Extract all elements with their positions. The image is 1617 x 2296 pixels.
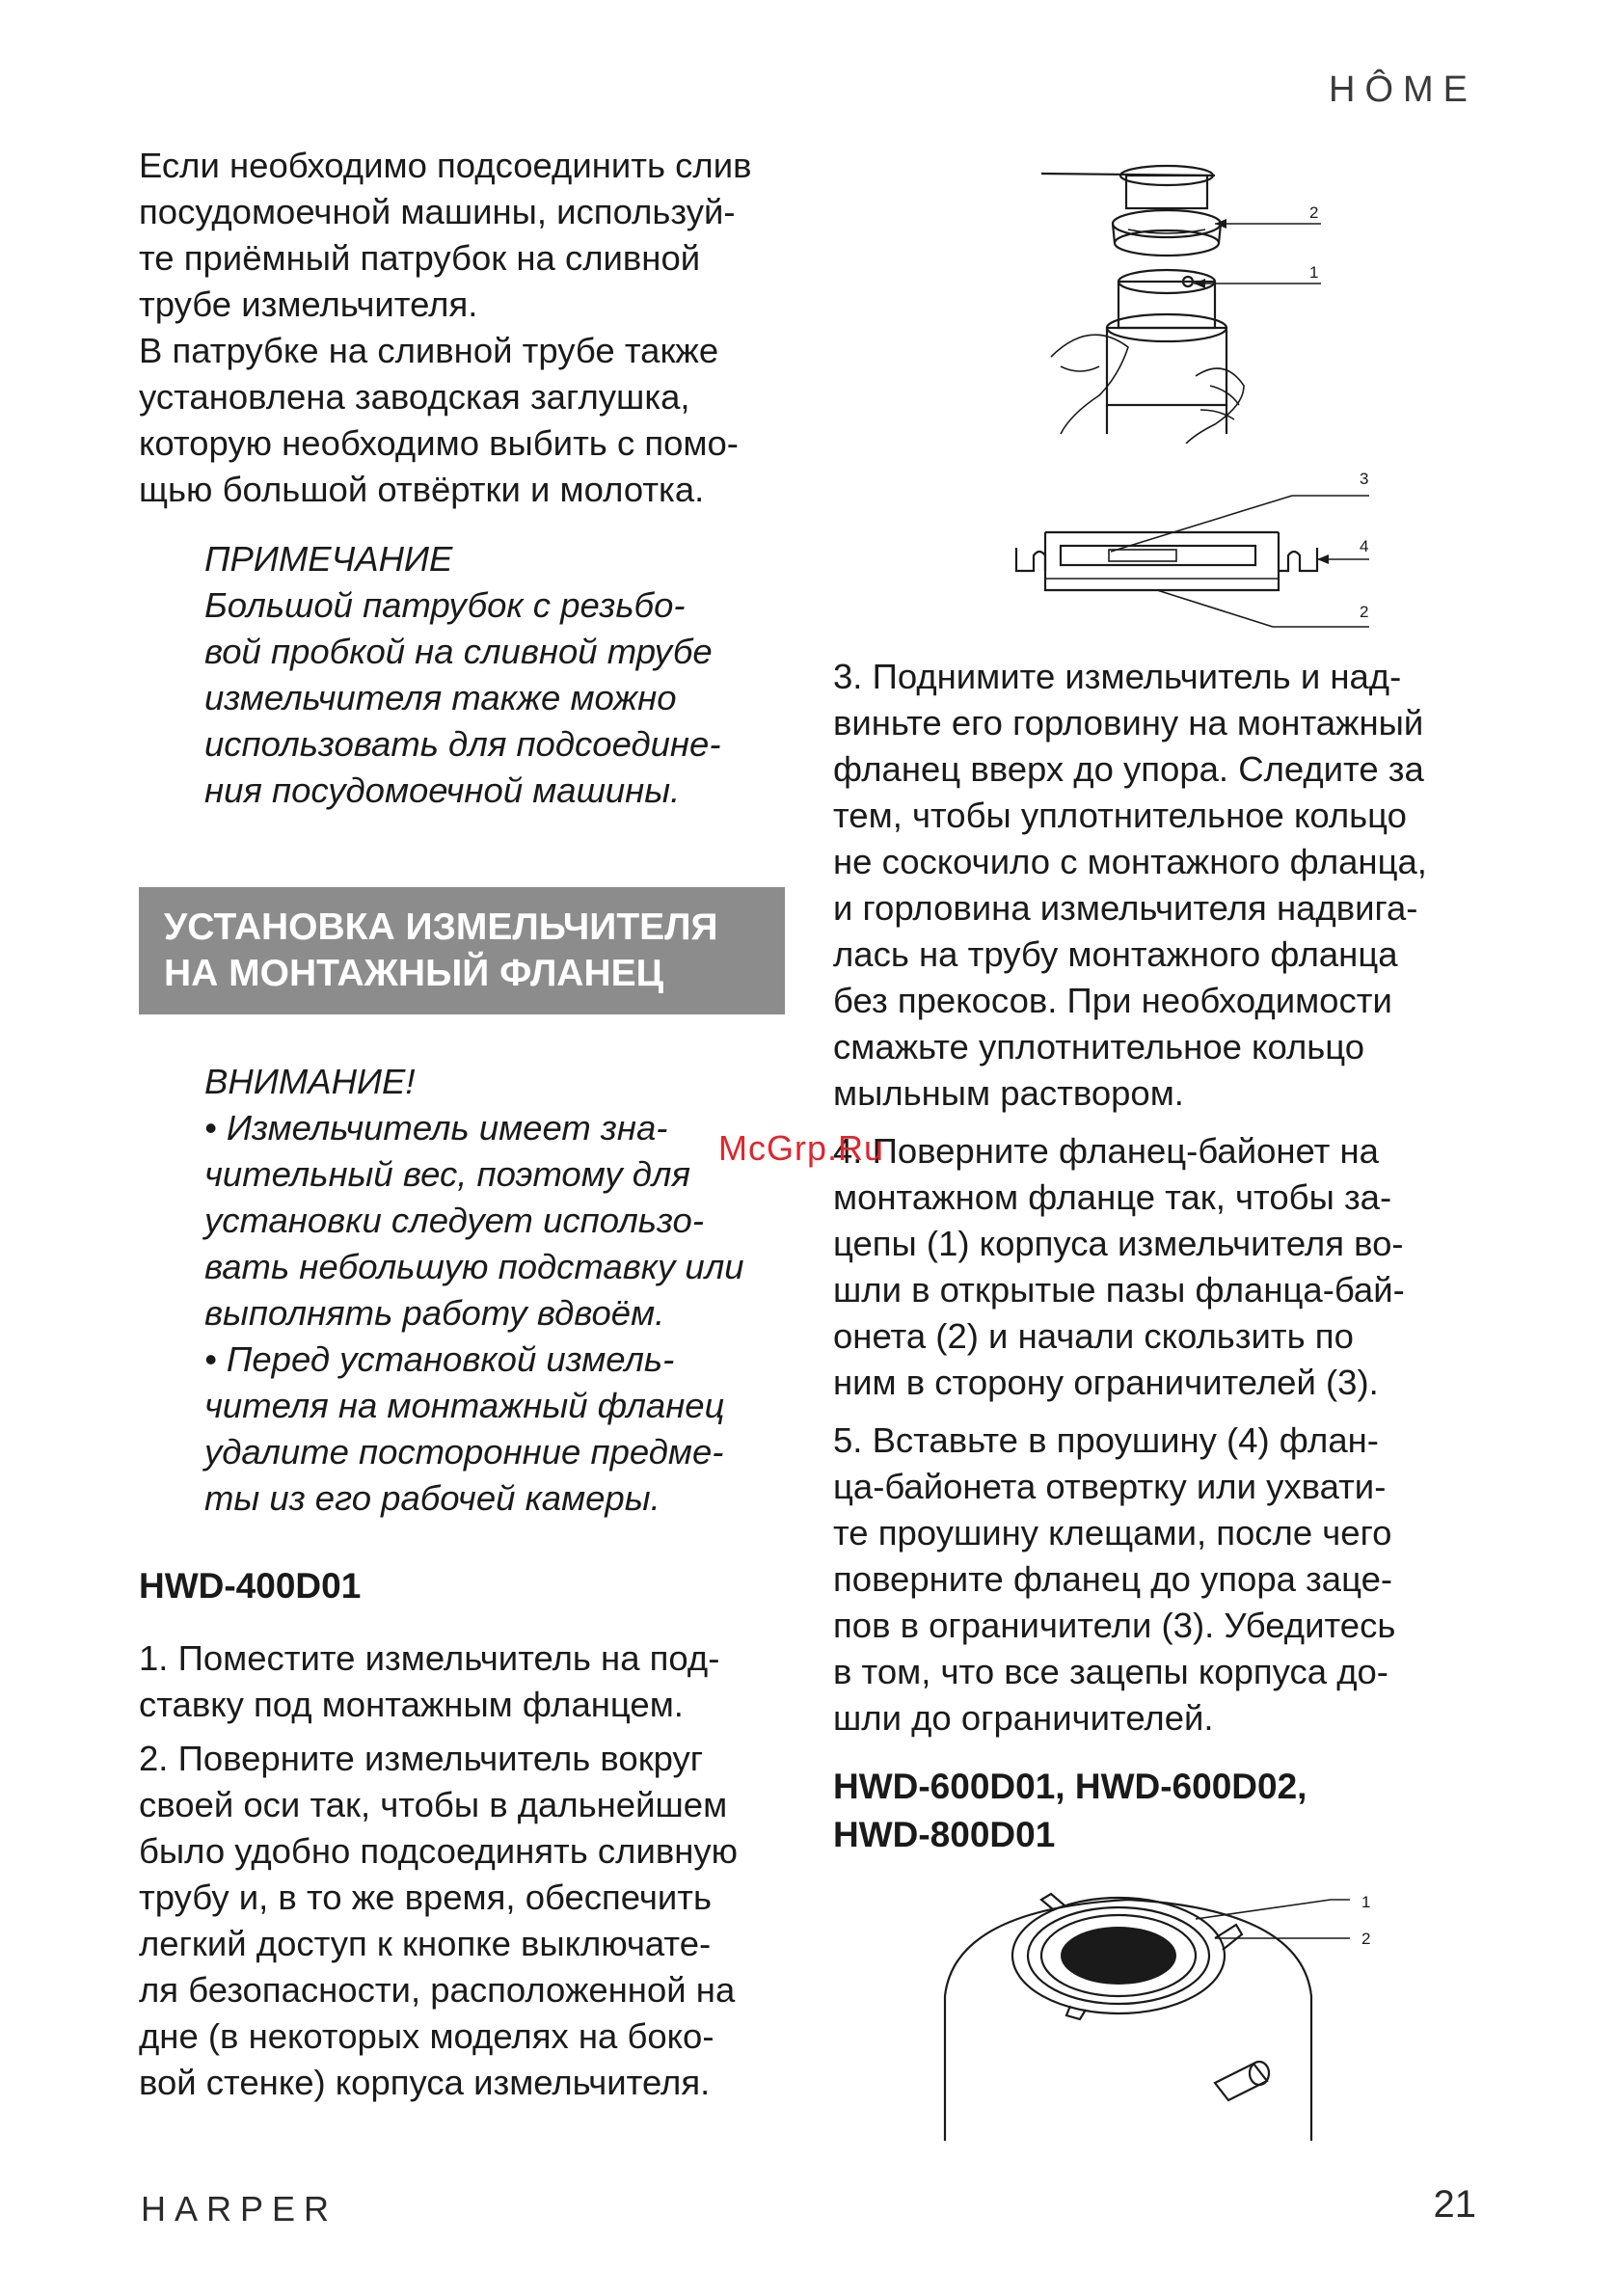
text-line: 2. Поверните измельчитель вокруг bbox=[139, 1739, 704, 1778]
model-heading-400: HWD-400D01 bbox=[139, 1566, 362, 1606]
figure-bayonet-flange bbox=[1003, 463, 1388, 636]
section-title-line: НА МОНТАЖНЫЙ ФЛАНЕЦ bbox=[164, 953, 664, 994]
watermark: McGrp.Ru bbox=[718, 1128, 885, 1168]
text-line: 3. Поднимите измельчитель и над- bbox=[833, 657, 1402, 696]
figure-disposer-neck bbox=[1022, 154, 1408, 444]
figure-disposer-top bbox=[926, 1880, 1388, 2141]
text-line: трубу и, в то же время, обеспечить bbox=[139, 1877, 713, 1917]
text-line: своей оси так, чтобы в дальнейшем bbox=[139, 1785, 728, 1824]
text-line: те проушину клещами, после чего bbox=[833, 1513, 1392, 1553]
text-line: мыльным раствором. bbox=[833, 1073, 1184, 1113]
text-line: цепы (1) корпуса измельчителя во- bbox=[833, 1224, 1404, 1263]
text-line: щью большой отвёртки и молотка. bbox=[139, 470, 705, 509]
text-line: чителя на монтажный фланец bbox=[204, 1386, 725, 1425]
step-5 bbox=[833, 1418, 1479, 1742]
step-2 bbox=[139, 1736, 785, 2106]
warning-block bbox=[204, 1059, 783, 1522]
text-line: Большой патрубок с резьбо- bbox=[204, 585, 686, 625]
step-1 bbox=[139, 1635, 785, 1728]
text-line: было удобно подсоединять сливную bbox=[139, 1831, 739, 1871]
text-line: те приёмный патрубок на сливной bbox=[139, 238, 701, 278]
text-line: дне (в некоторых моделях на боко- bbox=[139, 2016, 714, 2056]
model-heading-line: HWD-800D01 bbox=[833, 1815, 1056, 1854]
intro-paragraph bbox=[139, 143, 785, 513]
text-line: тем, чтобы уплотнительное кольцо bbox=[833, 796, 1407, 835]
text-line: • Измельчитель имеет зна- bbox=[204, 1108, 668, 1148]
text-line: ля безопасности, расположенной на bbox=[139, 1970, 736, 2010]
text-line: смажьте уплотнительное кольцо bbox=[833, 1027, 1365, 1067]
model-heading-line: HWD-600D01, HWD-600D02, bbox=[833, 1767, 1307, 1806]
arrowhead-icon bbox=[1317, 554, 1329, 564]
step-4 bbox=[833, 1128, 1479, 1406]
text-line: использовать для подсоедине- bbox=[204, 724, 721, 764]
text-line: без прекосов. При необходимости bbox=[833, 981, 1392, 1020]
text-line: выполнять работу вдвоём. bbox=[204, 1293, 665, 1333]
arrowhead-icon bbox=[1194, 279, 1205, 288]
text-line: установки следует использо- bbox=[204, 1201, 705, 1240]
text-line: вой стенке) корпуса измельчителя. bbox=[139, 2063, 711, 2102]
text-line: трубе измельчителя. bbox=[139, 284, 478, 324]
text-line: чительный вес, поэтому для bbox=[204, 1154, 690, 1194]
text-line: фланец вверх до упора. Следите за bbox=[833, 749, 1424, 789]
text-line: ним в сторону ограничителей (3). bbox=[833, 1363, 1379, 1402]
callout-label: 2 bbox=[1360, 603, 1369, 621]
note-block bbox=[204, 536, 783, 814]
callout-label: 1 bbox=[1309, 263, 1319, 282]
callout-label: 3 bbox=[1360, 470, 1369, 488]
note-heading: ПРИМЕЧАНИЕ bbox=[204, 539, 453, 579]
text-line: пов в ограничители (3). Убедитесь bbox=[833, 1606, 1396, 1645]
text-line: онета (2) и начали скользить по bbox=[833, 1316, 1354, 1356]
text-line: поверните фланец до упора заце- bbox=[833, 1559, 1393, 1599]
brand-logo-home: HÔME bbox=[1329, 69, 1477, 110]
text-line: в том, что все зацепы корпуса до- bbox=[833, 1652, 1388, 1691]
text-line: лась на трубу монтажного фланца bbox=[833, 934, 1398, 974]
text-line: которую необходимо выбить с помо- bbox=[139, 423, 739, 463]
text-line: • Перед установкой измель- bbox=[204, 1339, 675, 1379]
text-line: шли до ограничителей. bbox=[833, 1698, 1214, 1738]
text-line: удалите посторонние предме- bbox=[204, 1432, 724, 1472]
text-line: посудомоечной машины, используй- bbox=[139, 192, 736, 231]
text-line: установлена заводская заглушка, bbox=[139, 377, 690, 417]
text-line: 5. Вставьте в проушину (4) флан- bbox=[833, 1420, 1379, 1460]
callout-label: 2 bbox=[1309, 203, 1319, 222]
page-number: 21 bbox=[1433, 2183, 1476, 2226]
text-line: легкий доступ к кнопке выключате- bbox=[139, 1924, 712, 1963]
text-line: не соскочило с монтажного фланца, bbox=[833, 842, 1427, 881]
text-line: измельчителя также можно bbox=[204, 678, 677, 717]
callout-label: 1 bbox=[1361, 1893, 1371, 1911]
text-line: ния посудомоечной машины. bbox=[204, 770, 681, 810]
warning-heading: ВНИМАНИЕ! bbox=[204, 1062, 416, 1101]
section-title-banner bbox=[139, 887, 785, 1014]
text-line: Если необходимо подсоединить слив bbox=[139, 146, 752, 185]
callout-label: 4 bbox=[1360, 537, 1369, 555]
text-line: вой пробкой на сливной трубе bbox=[204, 632, 713, 671]
text-line: ставку под монтажным фланцем. bbox=[139, 1685, 684, 1724]
text-line: 1. Поместите измельчитель на под- bbox=[139, 1638, 720, 1678]
section-title-line: УСТАНОВКА ИЗМЕЛЬЧИТЕЛЯ bbox=[164, 906, 718, 948]
text-line: ца-байонета отвертку или ухвати- bbox=[833, 1467, 1387, 1506]
callout-label: 2 bbox=[1361, 1930, 1371, 1948]
text-line: шли в открытые пазы фланца-бай- bbox=[833, 1270, 1405, 1310]
text-line: вать небольшую подставку или bbox=[204, 1247, 744, 1286]
text-line: ты из его рабочей камеры. bbox=[204, 1478, 660, 1518]
drain-opening bbox=[1061, 1927, 1176, 1985]
step-3 bbox=[833, 654, 1479, 1117]
text-line: монтажном фланце так, чтобы за- bbox=[833, 1177, 1392, 1217]
text-line: и горловина измельчителя надвига- bbox=[833, 888, 1418, 928]
brand-logo-harper: HARPER bbox=[141, 2189, 338, 2228]
text-line: В патрубке на сливной трубе также bbox=[139, 331, 719, 370]
text-line: виньте его горловину на монтажный bbox=[833, 703, 1424, 743]
model-heading-600-800 bbox=[833, 1763, 1307, 1859]
text-line: 4. Поверните фланец-байонет на bbox=[833, 1131, 1379, 1171]
